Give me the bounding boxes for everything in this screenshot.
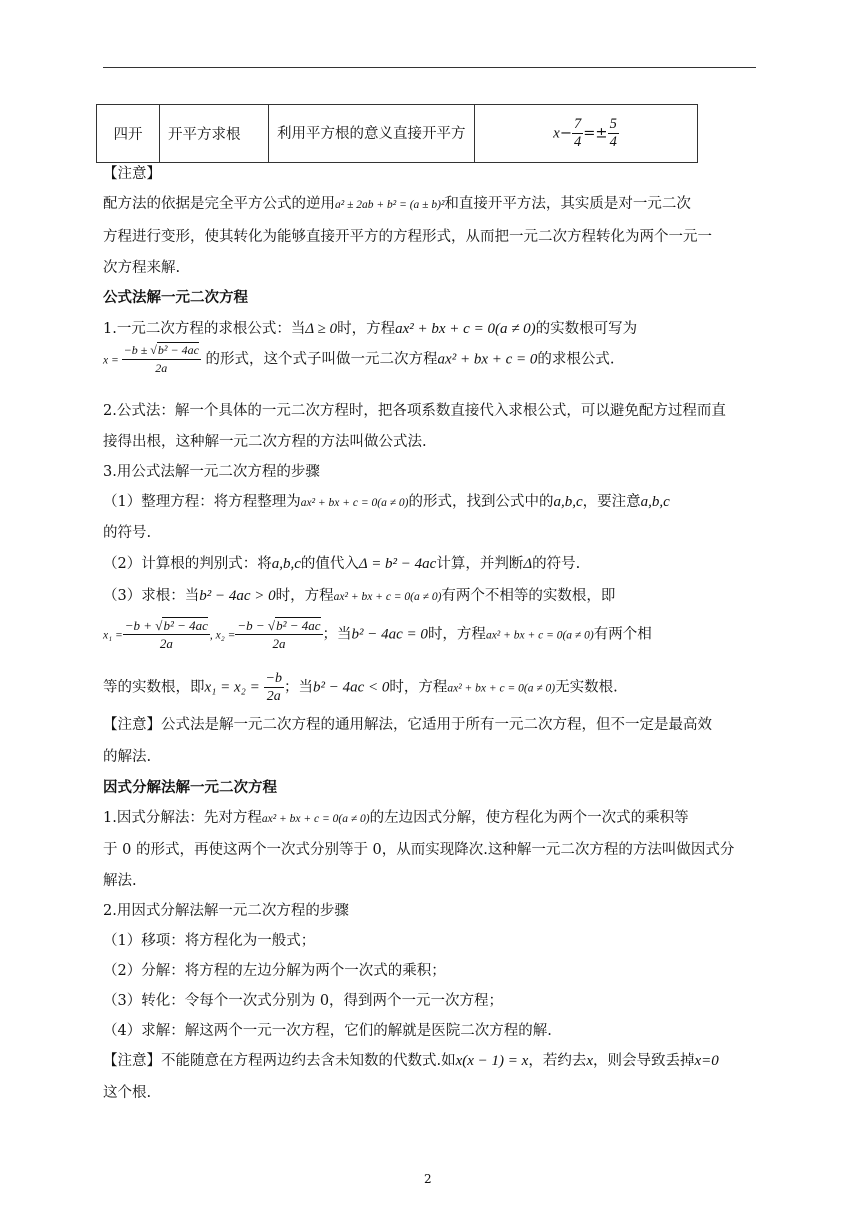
table-row — [97, 105, 698, 163]
paragraph-line: 次方程来解. — [103, 260, 181, 276]
paragraph-line: 配方法的依据是完全平方公式的逆用a² ± 2ab + b² = (a ± b)²和直接开平方法，其实质是对一元二次 — [103, 196, 691, 212]
header-rule — [103, 67, 756, 68]
list-item: （3）转化：令每个一次式分别为 0，得到两个一元一次方程； — [103, 993, 504, 1009]
paragraph-line: 解法. — [103, 873, 137, 889]
paragraph-line: 方程进行变形，使其转化为能够直接开平方的方程形式，从而把一元二次方程转化为两个一元一 — [103, 229, 712, 245]
paragraph-line: 1.因式分解法：先对方程ax² + bx + c = 0(a ≠ 0)的左边因式分解，使方程化为两个一次式的乘积等 — [103, 810, 689, 826]
paragraph-line: 2.用因式分解法解一元二次方程的步骤 — [103, 903, 349, 919]
paragraph-line: 的解法. — [103, 749, 152, 765]
roots-line: x₁ = $\frac{\text{−b + √b² − 4ac}}{2a}$ , x₂ = $\frac{\text{−b − √b² − 4ac}}{2a}$ ；当b² − 4ac = 0时，方程ax² + bx + c = 0(a ≠ 0)有两个相 — [103, 618, 652, 651]
paragraph-line: 2.公式法：解一个具体的一元二次方程时，把各项系数直接代入求根公式，可以避免配方过程而直 — [103, 403, 726, 419]
list-item: （1）移项：将方程化为一般式； — [103, 933, 316, 949]
section-heading-formula: 公式法解一元二次方程 — [103, 289, 248, 306]
step-3: （3）求根：当b² − 4ac > 0时，方程ax² + bx + c = 0(a ≠ 0)有两个不相等的实数根，即 — [103, 588, 616, 604]
step-1: （1）整理方程：将方程整理为ax² + bx + c = 0(a ≠ 0)的形式，找到公式中的a,b,c，要注意a,b,c — [103, 494, 670, 510]
paragraph-line: 的符号. — [103, 525, 152, 541]
table-cell-step: 四开 — [97, 105, 160, 163]
note-line: 【注意】公式法是解一元二次方程的通用解法，它适用于所有一元二次方程，但不一定是最高效 — [103, 717, 712, 733]
list-item: （2）分解：将方程的左边分解为两个一次式的乘积； — [103, 963, 446, 979]
table-cell-example: x− $\frac{7}{4}$ =± $\frac{5}{4}$ — [475, 105, 698, 163]
equal-roots-line: 等的实数根，即x₁ = x₂ = $\frac{-b}{2a}$ ；当b² − 4ac < 0时，方程ax² + bx + c = 0(a ≠ 0)无实数根. — [103, 671, 618, 704]
section-heading-factor: 因式分解法解一元二次方程 — [103, 779, 277, 796]
paragraph-line: 1.一元二次方程的求根公式：当Δ ≥ 0时，方程ax² + bx + c = 0(a ≠ 0)的实数根可写为 — [103, 321, 638, 337]
table-cell-desc: 利用平方根的意义直接开平方 — [269, 105, 475, 163]
step-2: （2）计算根的判别式：将a,b,c的值代入Δ = b² − 4ac计算，并判断Δ的符号. — [103, 556, 581, 572]
quadratic-formula-line: x = $\frac{\text{−b ± √b² − 4ac}}{2a}$ 的形式，这个式子叫做一元二次方程ax² + bx + c = 0的求根公式. — [103, 343, 615, 375]
paragraph-line: 于 0 的形式，再使这两个一次式分别等于 0，从而实现降次.这种解一元二次方程的方法叫做因式分 — [103, 842, 735, 858]
table-cell-name: 开平方求根 — [160, 105, 269, 163]
note-heading: 【注意】 — [103, 166, 161, 182]
paragraph-line: 这个根. — [103, 1085, 152, 1101]
page-number: 2 — [424, 1172, 432, 1186]
method-table — [96, 104, 698, 163]
list-item: （4）求解：解这两个一元一次方程，它们的解就是医院二次方程的解. — [103, 1023, 552, 1039]
note-line: 【注意】不能随意在方程两边约去含未知数的代数式.如x(x − 1) = x，若约去x，则会导致丢掉x=0 — [103, 1053, 719, 1069]
paragraph-line: 3.用公式法解一元二次方程的步骤 — [103, 464, 320, 480]
paragraph-line: 接得出根，这种解一元二次方程的方法叫做公式法. — [103, 434, 427, 450]
